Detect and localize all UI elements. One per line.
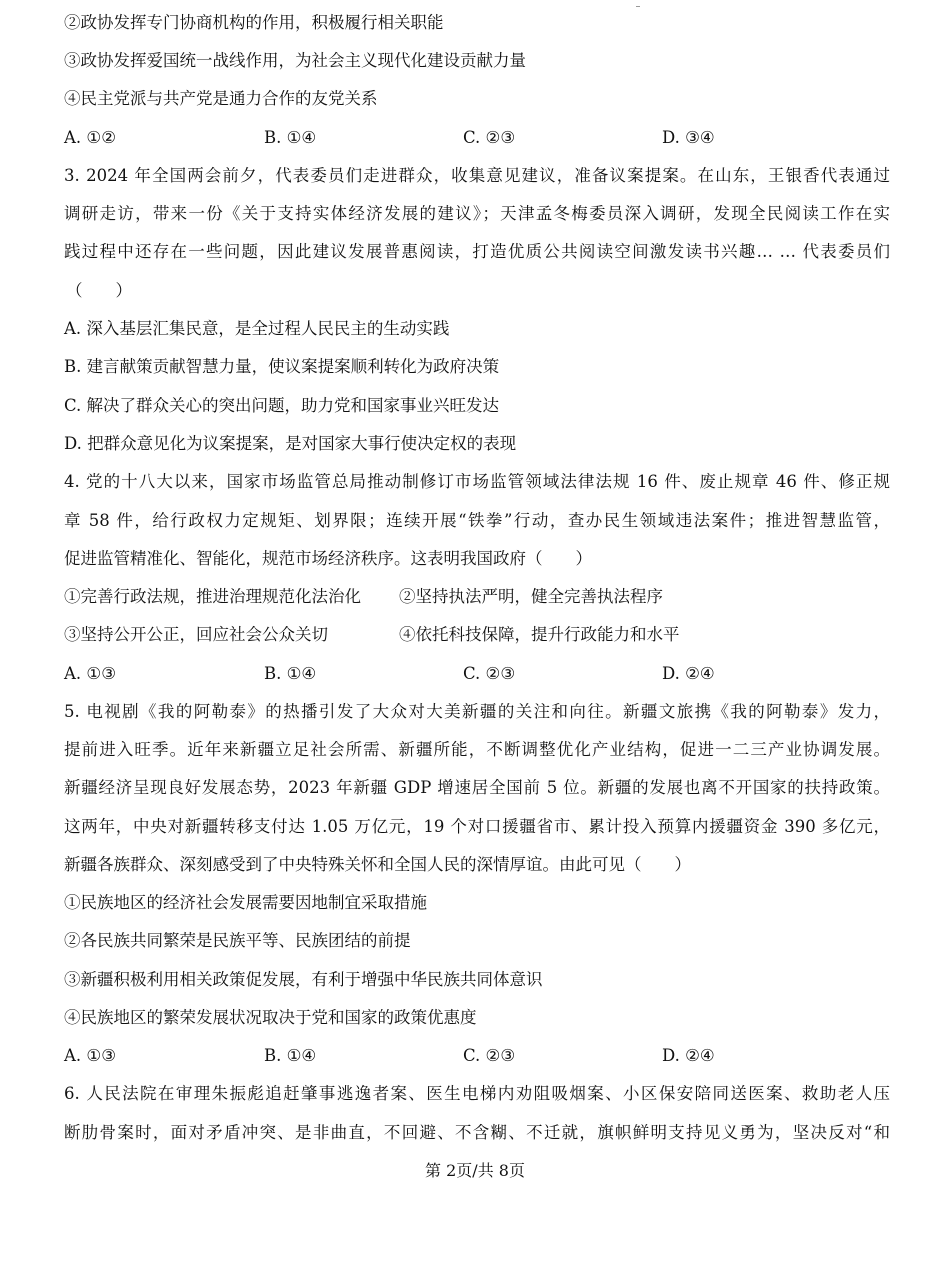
q2-statement-2: ②政协发挥专门协商机构的作用，积极履行相关职能 [64, 13, 444, 32]
q4-option-b[interactable]: B. ①④ [264, 664, 317, 683]
q2-option-b[interactable]: B. ①④ [264, 128, 317, 147]
q3-stem-line-3: 践过程中还存在一些问题，因此建议发展普惠阅读，打造优质公共阅读空间激发读书兴趣… … 代表委员们 [64, 242, 890, 261]
q4-option-c[interactable]: C. ②③ [463, 664, 516, 683]
q5-stem-line-5: 新疆各族群众、深刻感受到了中央特殊关怀和全国人民的深情厚谊。由此可见（ ） [64, 855, 691, 874]
page-number-footer: 第 2页/共 8页 [425, 1161, 525, 1180]
q5-stem-line-1: 5. 电视剧《我的阿勒泰》的热播引发了大众对大美新疆的关注和向往。新疆文旅携《我的阿勒泰》发力， [64, 702, 890, 721]
q5-stem-line-4: 这两年，中央对新疆转移支付达 1.05 万亿元，19 个对口援疆省市、累计投入预算内援疆资金 390 多亿元， [64, 817, 890, 836]
q4-statement-2: ②坚持执法严明，健全完善执法程序 [399, 587, 663, 606]
q5-statement-4: ④民族地区的繁荣发展状况取决于党和国家的政策优惠度 [64, 1008, 477, 1027]
q2-statement-3: ③政协发挥爱国统一战线作用，为社会主义现代化建设贡献力量 [64, 51, 526, 70]
q2-statement-4: ④民主党派与共产党是通力合作的友党关系 [64, 89, 378, 108]
q3-answer-blank: （ ） [66, 281, 132, 300]
q3-choice-a[interactable]: A. 深入基层汇集民意，是全过程人民民主的生动实践 [64, 319, 450, 338]
q5-option-d[interactable]: D. ②④ [662, 1046, 715, 1065]
q5-statement-1: ①民族地区的经济社会发展需要因地制宜采取措施 [64, 893, 427, 912]
q5-stem-line-2: 提前进入旺季。近年来新疆立足社会所需、新疆所能，不断调整优化产业结构，促进一二三产业协调发展。 [64, 740, 890, 759]
q2-option-a[interactable]: A. ①② [64, 128, 116, 147]
scan-mark [636, 6, 640, 7]
q4-option-d[interactable]: D. ②④ [662, 664, 715, 683]
q2-option-c[interactable]: C. ②③ [463, 128, 516, 147]
q3-stem-line-2: 调研走访，带来一份《关于支持实体经济发展的建议》；天津孟冬梅委员深入调研，发现全民阅读工作在实 [64, 204, 890, 223]
q2-option-d[interactable]: D. ③④ [662, 128, 715, 147]
q5-stem-line-3: 新疆经济呈现良好发展态势，2023 年新疆 GDP 增速居全国前 5 位。新疆的发展也离不开国家的扶持政策。 [64, 778, 890, 797]
q4-statement-4: ④依托科技保障，提升行政能力和水平 [399, 625, 680, 644]
q6-stem-line-2: 断肋骨案时，面对矛盾冲突、是非曲直，不回避、不含糊、不迁就，旗帜鲜明支持见义勇为，坚决反对“和 [64, 1123, 890, 1142]
q3-stem-line-1: 3. 2024 年全国两会前夕，代表委员们走进群众，收集意见建议，准备议案提案。在山东，王银香代表通过 [64, 166, 890, 185]
q4-stem-line-3: 促进监管精准化、智能化，规范市场经济秩序。这表明我国政府（ ） [64, 549, 592, 568]
q5-option-c[interactable]: C. ②③ [463, 1046, 516, 1065]
q4-stem-line-2: 章 58 件，给行政权力定规矩、划界限；连续开展“铁拳”行动，查办民生领域违法案件；推进智慧监管， [64, 511, 890, 530]
q4-statement-1: ①完善行政法规，推进治理规范化法治化 [64, 587, 361, 606]
q4-stem-line-1: 4. 党的十八大以来，国家市场监管总局推动制修订市场监管领域法律法规 16 件、废止规章 46 件、修正规 [64, 472, 890, 491]
q3-choice-d[interactable]: D. 把群众意见化为议案提案，是对国家大事行使决定权的表现 [64, 434, 517, 453]
q5-option-a[interactable]: A. ①③ [64, 1046, 116, 1065]
q6-stem-line-1: 6. 人民法院在审理朱振彪追赶肇事逃逸者案、医生电梯内劝阻吸烟案、小区保安陪同送医案、救助老人压 [64, 1084, 890, 1103]
q4-statement-3: ③坚持公开公正，回应社会公众关切 [64, 625, 328, 644]
q5-statement-2: ②各民族共同繁荣是民族平等、民族团结的前提 [64, 931, 411, 950]
q3-choice-c[interactable]: C. 解决了群众关心的突出问题，助力党和国家事业兴旺发达 [64, 396, 500, 415]
q4-option-a[interactable]: A. ①③ [64, 664, 116, 683]
q5-option-b[interactable]: B. ①④ [264, 1046, 317, 1065]
q3-choice-b[interactable]: B. 建言献策贡献智慧力量，使议案提案顺利转化为政府决策 [64, 357, 500, 376]
q5-statement-3: ③新疆积极利用相关政策促发展，有利于增强中华民族共同体意识 [64, 970, 543, 989]
